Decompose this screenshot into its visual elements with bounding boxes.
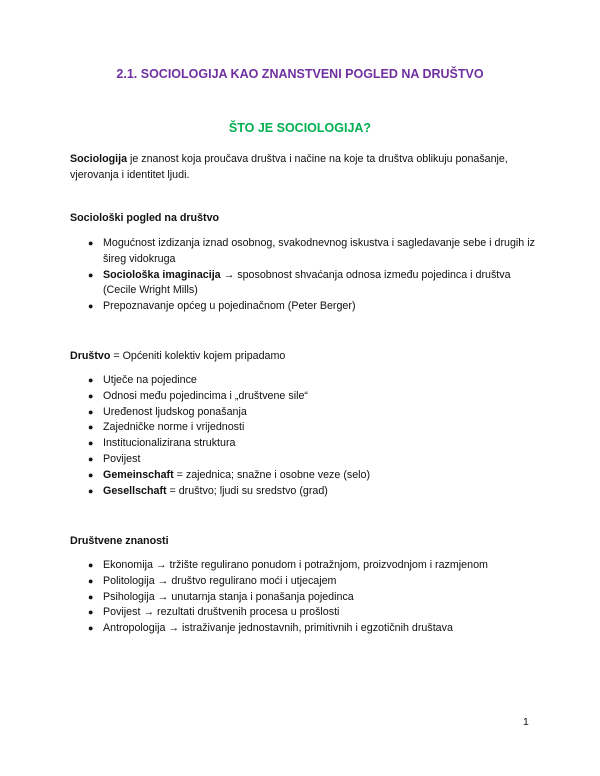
list-item [70,574,540,590]
list-item [70,484,540,500]
list-item-text: Psihologija → unutarnja stanja i ponašanja pojedinca [103,590,354,603]
bullet-icon: ● [88,301,94,312]
list-item [70,605,540,621]
section1-title: Sociološki pogled na društvo [70,212,220,224]
list-item-term: Gesellschaft [103,484,167,497]
bullet-icon: ● [88,238,94,248]
society-definition-text: = Općeniti kolektiv kojem pripadamo [110,350,286,362]
bullet-icon: ● [88,469,94,480]
list-item [70,236,540,268]
list-item [70,373,540,389]
list-item-text: Uređenost ljudskog ponašanja [103,405,247,418]
section3-list [70,558,540,637]
list-item [70,558,540,574]
list-item-text: Institucionalizirana struktura [103,437,236,450]
list-item-text: Odnosi među pojedincima i „društvene sile“ [103,389,308,402]
list-item-text: Utječe na pojedince [103,374,197,386]
bullet-icon: ● [88,607,94,618]
bullet-icon: ● [88,438,94,449]
bullet-icon: ● [88,269,94,280]
list-item [70,468,540,484]
list-item [70,590,540,606]
bullet-icon: ● [88,406,94,417]
section1-list [70,236,540,315]
list-item-term: Sociološka imaginacija [103,268,221,281]
list-item-text: Povijest [103,452,141,465]
list-item-text: = zajednica; snažne i osobne veze (selo) [173,468,371,481]
list-item-term: Gemeinschaft [103,468,174,481]
chapter-heading: 2.1. SOCIOLOGIJA KAO ZNANSTVENI POGLED NA DRUŠTVO [116,67,484,81]
list-item-text: Mogućnost izdizanja iznad osobnog, svakodnevnog iskustva i sagledavanje sebe i drugih iz šireg vidokruga [103,237,535,265]
list-item [70,420,540,436]
list-item-text: Zajedničke norme i vrijednosti [103,421,245,434]
list-item [70,436,540,452]
intro-paragraph [70,151,540,183]
bullet-icon: ● [88,575,94,586]
bullet-icon: ● [88,591,94,602]
bullet-icon: ● [88,623,94,634]
page-number: 1 [523,716,529,728]
list-item-text: Prepoznavanje općeg u pojedinačnom (Peter Berger) [103,300,356,313]
bullet-icon: ● [88,560,94,570]
list-item [70,452,540,468]
list-item [70,405,540,421]
section2-list [70,373,540,499]
list-item [70,389,540,405]
list-item [70,621,540,637]
list-item-text: → sposobnost shvaćanja odnosa između pojedinca i društva (Cecile Wright Mills) [103,268,511,297]
intro-term: Sociologija [70,153,128,165]
list-item-text: Antropologija → istraživanje jednostavnih, primitivnih i egzotičnih društava [103,622,453,635]
list-item [70,268,540,300]
society-definition [70,348,540,364]
society-term: Društvo [70,350,111,362]
list-item [70,299,540,315]
bullet-icon: ● [88,390,94,401]
bullet-icon: ● [88,375,94,385]
bullet-icon: ● [88,422,94,433]
list-item-text: Politologija → društvo regulirano moći i utjecajem [103,574,337,587]
section3-title: Društvene znanosti [70,535,169,547]
intro-text: je znanost koja proučava društva i načine na koje ta društva oblikuju ponašanje, vjerovanja i identitet ljudi. [70,153,508,181]
bullet-icon: ● [88,453,94,464]
list-item-text: = društvo; ljudi su sredstvo (grad) [166,484,328,497]
bullet-icon: ● [88,485,94,496]
list-item-text: Povijest → rezultati društvenih procesa u prošlosti [103,606,340,619]
list-item-text: Ekonomija → tržište regulirano ponudom i potražnjom, proizvodnjom i razmjenom [103,559,488,571]
section-heading: ŠTO JE SOCIOLOGIJA? [228,121,372,135]
